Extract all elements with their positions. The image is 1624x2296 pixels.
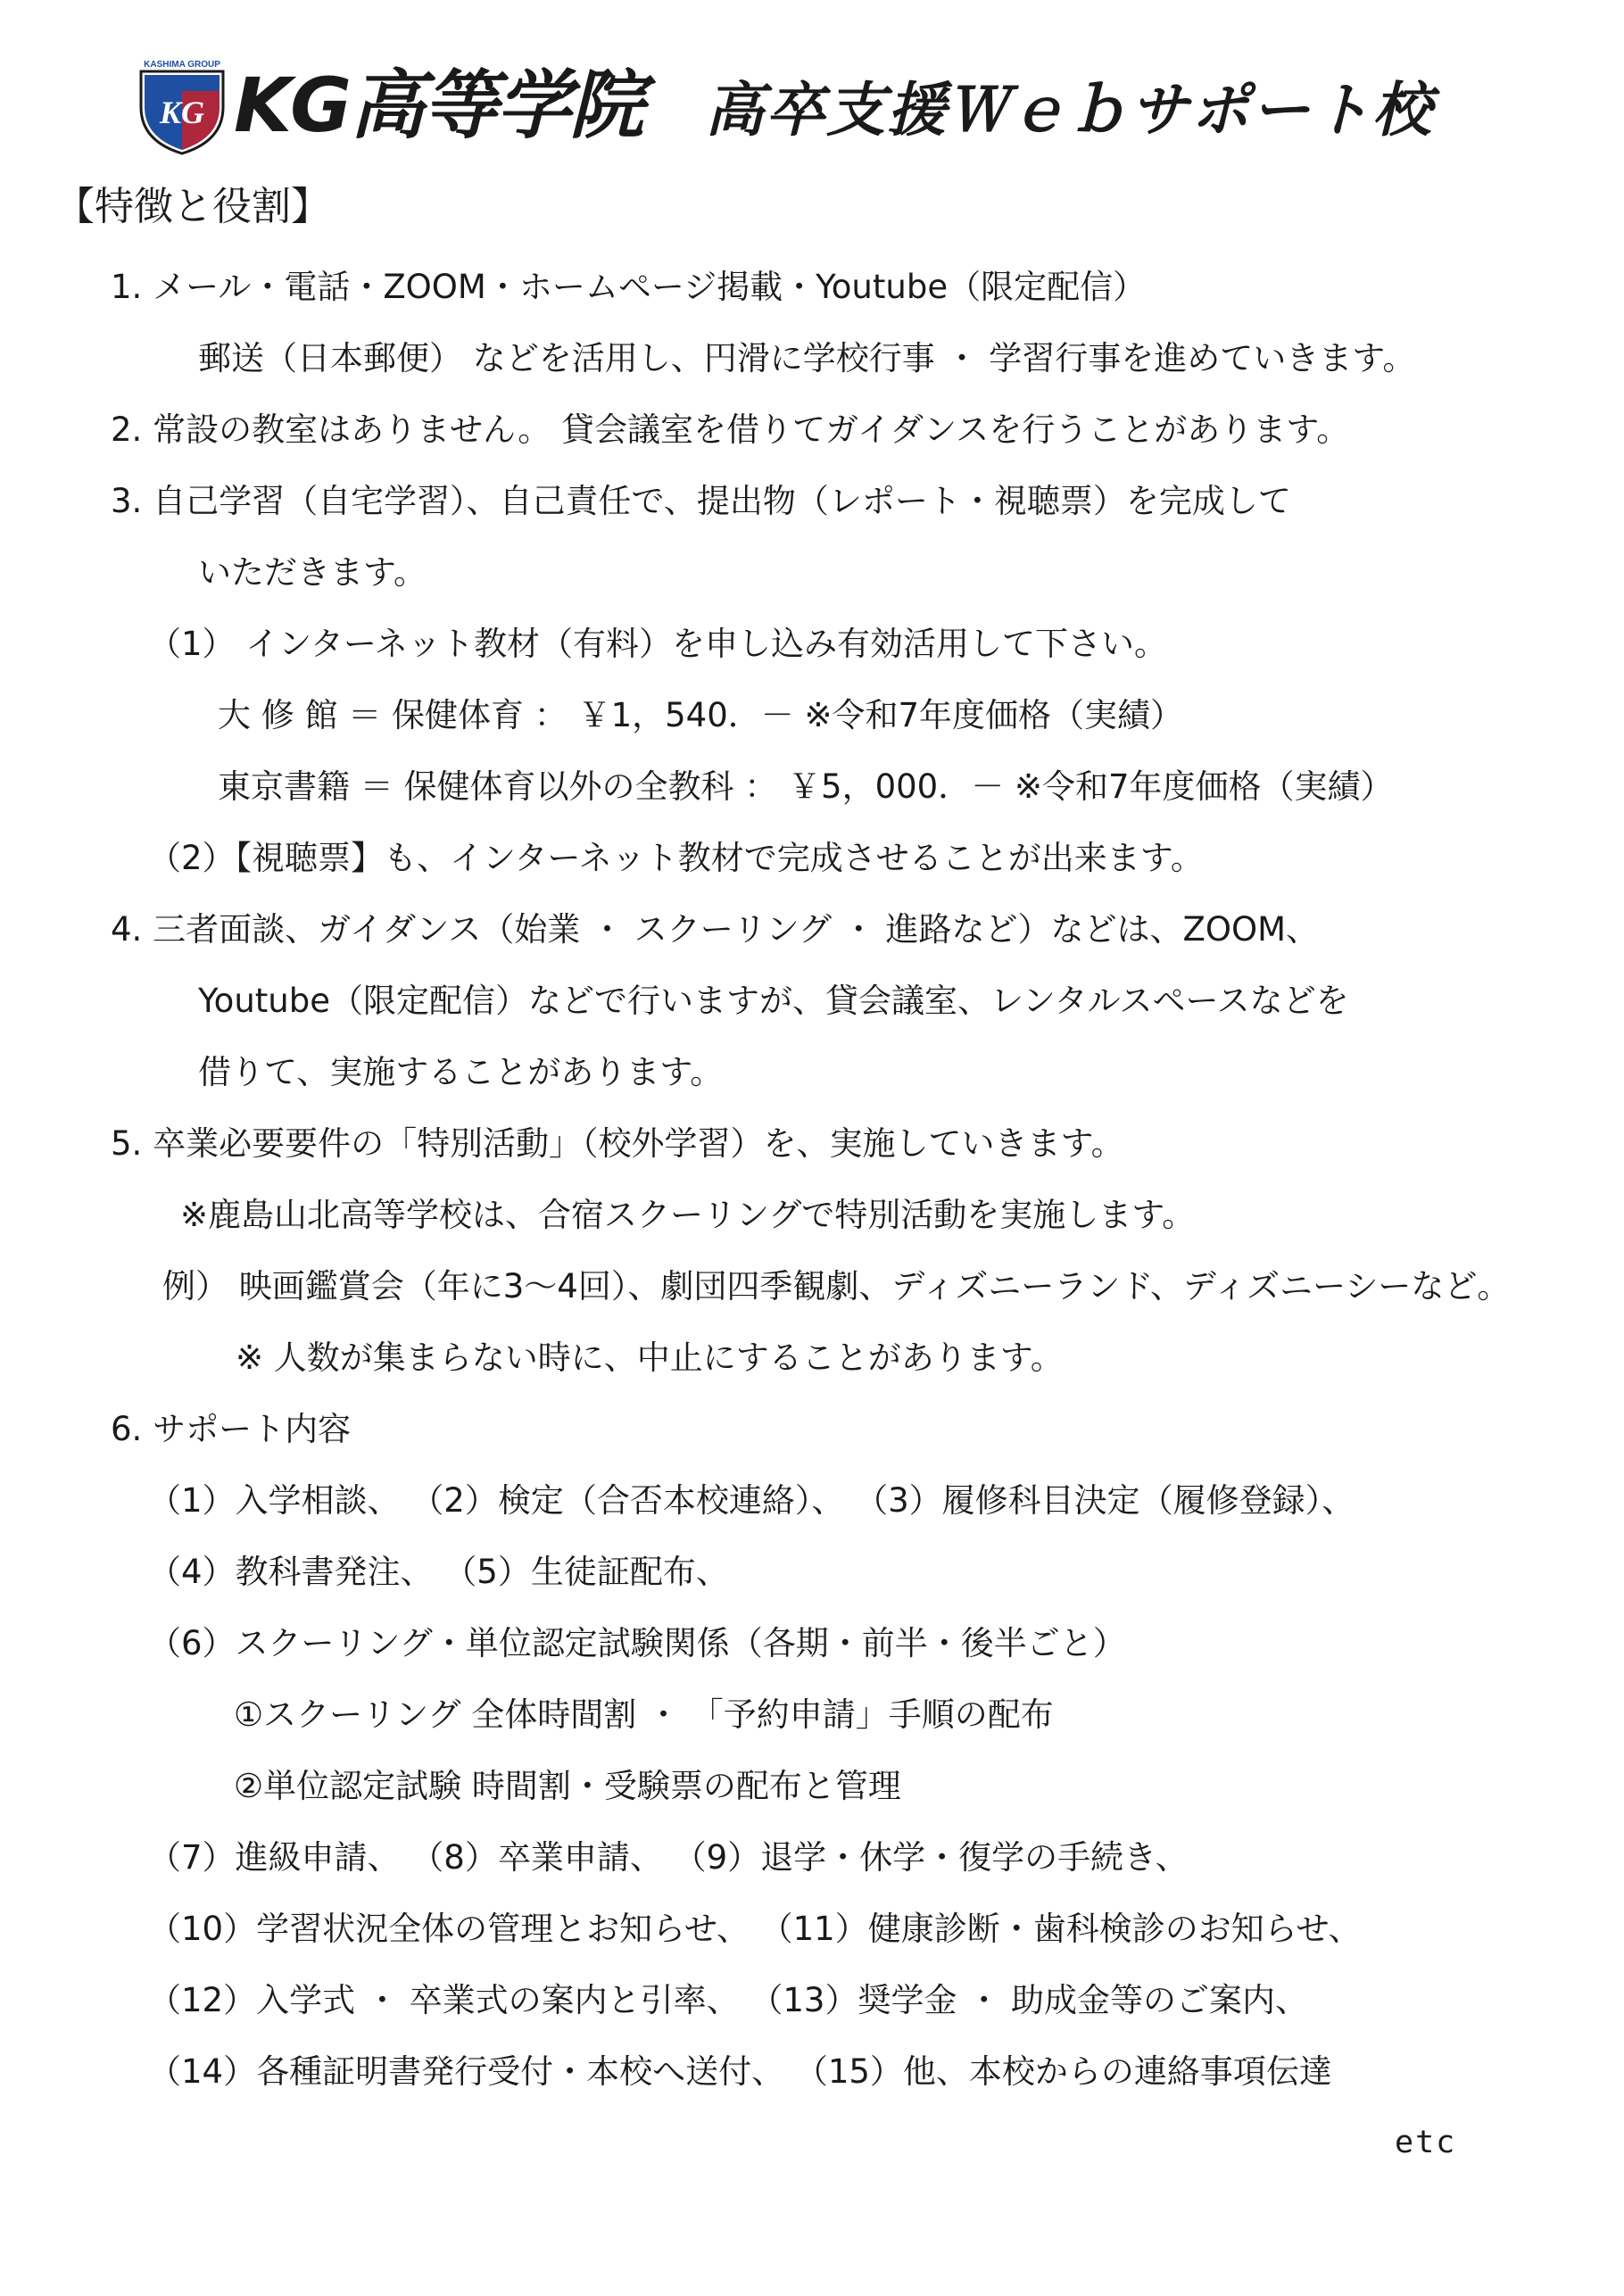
support-row-4: （7）進級申請、 （8）卒業申請、 （9）退学・休学・復学の手続き、 — [148, 1838, 1189, 1877]
item-4-line-2: Youtube（限定配信）などで行いますが、貸会議室、レンタルスペースなどを — [198, 982, 1349, 1020]
item-5-example: 例） 映画鑑賞会（年に3～4回）、劇団四季観劇、ディズニーランド、ディズニーシーなど。 — [162, 1267, 1511, 1305]
item-3-sub-2: （2）【視聴票】も、インターネット教材で完成させることが出来ます。 — [148, 839, 1204, 877]
support-exam: ②単位認定試験 時間割・受験票の配布と管理 — [234, 1767, 901, 1805]
header-subtitle: 高卒支援Ｗｅｂサポート校 — [705, 76, 1433, 145]
support-row-5: （10）学習状況全体の管理とお知らせ、 （11）健康診断・歯科検診のお知らせ、 — [148, 1910, 1362, 1948]
section-title: 【特徴と役割】 — [55, 184, 330, 229]
item-3-line-1: 3. 自己学習（自宅学習）、自己責任で、提出物（レポート・視聴票）を完成して — [111, 482, 1291, 520]
support-schooling: ①スクーリング 全体時間割 ・ 「予約申請」手順の配布 — [234, 1695, 1054, 1734]
item-5-note: ※鹿島山北高等学校は、合宿スクーリングで特別活動を実施します。 — [180, 1196, 1196, 1234]
logo-top-text: KASHIMA GROUP — [144, 60, 220, 70]
item-3-sub-1: （1） インターネット教材（有料）を申し込み有効活用して下さい。 — [148, 625, 1167, 663]
item-4-line-1: 4. 三者面談、ガイダンス（始業 ・ スクーリング ・ 進路など）などは、ZOOM、 — [111, 910, 1320, 949]
kashima-group-shield-logo — [134, 55, 230, 155]
item-5-line-1: 5. 卒業必要要件の「特別活動」（校外学習）を、実施していきます。 — [111, 1124, 1124, 1163]
school-name: KG高等学院 — [234, 62, 643, 149]
item-2-line: 2. 常設の教室はありません。 貸会議室を借りてガイダンスを行うことがあります。 — [111, 410, 1350, 449]
logo-mark: KG — [159, 95, 205, 130]
item-5-caution: ※ 人数が集まらない時に、中止にすることがあります。 — [236, 1339, 1064, 1377]
item-6-heading: 6. サポート内容 — [111, 1410, 352, 1448]
etc-label: etc — [1395, 2125, 1457, 2160]
support-row-6: （12）入学式 ・ 卒業式の案内と引率、 （13）奨学金 ・ 助成金等のご案内、 — [148, 1981, 1308, 2019]
item-3-price-tokyo-shoseki: 東京書籍 ＝ 保健体育以外の全教科 ： ￥5，000．－ ※令和7年度価格（実績） — [218, 767, 1394, 806]
header — [134, 55, 1526, 162]
item-4-line-3: 借りて、実施することがあります。 — [198, 1053, 724, 1091]
support-row-3: （6）スクーリング・単位認定試験関係（各期・前半・後半ごと） — [148, 1624, 1126, 1662]
item-3-price-taishukan: 大 修 館 ＝ 保健体育 ： ￥1，540．－ ※令和7年度価格（実績） — [218, 696, 1184, 734]
support-row-1: （1）入学相談、 （2）検定（合否本校連絡）、 （3）履修科目決定（履修登録）、 — [148, 1481, 1355, 1520]
item-3-line-2: いただきます。 — [198, 553, 427, 592]
item-1-line-1: 1. メール・電話・ZOOM・ホームページ掲載・Youtube（限定配信） — [111, 268, 1147, 306]
support-row-7: （14）各種証明書発行受付・本校へ送付、 （15）他、本校からの連絡事項伝達 — [148, 2052, 1332, 2091]
item-1-line-2: 郵送（日本郵便） などを活用し、円滑に学校行事 ・ 学習行事を進めていきます。 — [198, 339, 1416, 377]
support-row-2: （4）教科書発注、 （5）生徒証配布、 — [148, 1553, 729, 1591]
